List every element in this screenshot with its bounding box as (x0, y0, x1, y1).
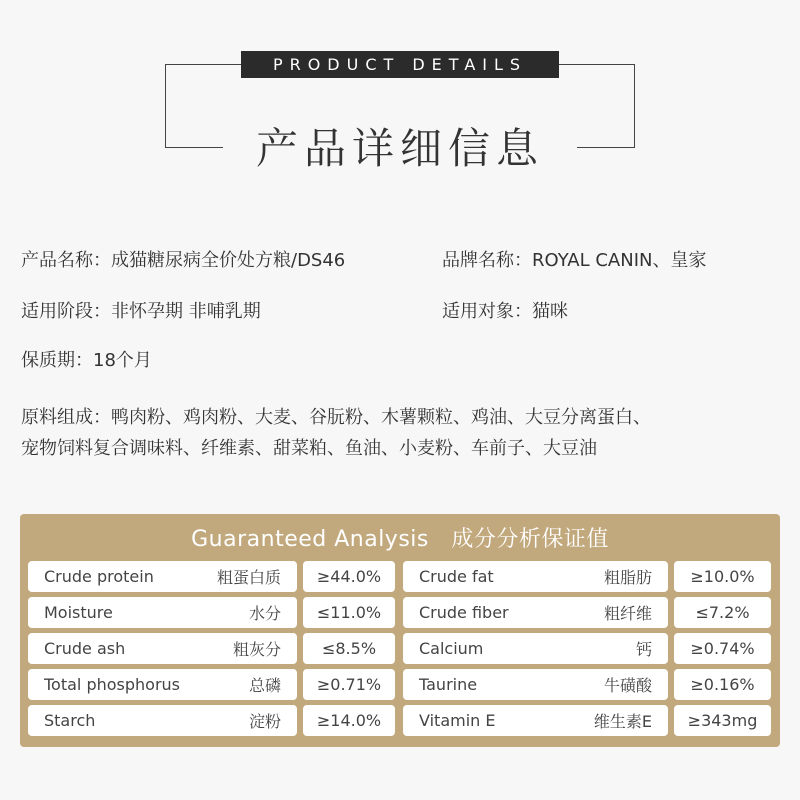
product-name-value: 成猫糖尿病全价处方粮/DS46 (111, 250, 346, 271)
ingredients-row (21, 403, 651, 429)
nutrient-value: ≥14.0% (303, 705, 395, 736)
shelf-life-row (21, 346, 152, 372)
nutrient-chinese-name: 维生素E (593, 712, 652, 731)
nutrient-chinese-name: 粗蛋白质 (216, 568, 281, 587)
stage-value: 非怀孕期 非哺乳期 (111, 301, 261, 322)
nutrient-chinese-name: 钙 (635, 640, 652, 659)
nutrient-english-name: Starch (44, 711, 96, 730)
nutrient-english-name: Crude ash (44, 639, 126, 658)
nutrient-english-name: Crude fat (419, 567, 494, 586)
nutrient-english-name: Vitamin E (419, 711, 496, 730)
brand-label: 品牌名称： (442, 250, 532, 271)
nutrient-value: ≤11.0% (303, 597, 395, 628)
target-row (442, 297, 568, 323)
nutrient-english-name: Crude protein (44, 567, 154, 586)
analysis-right-name-cell (403, 561, 668, 592)
analysis-left-name-cell (28, 669, 297, 700)
ingredients-line-2: 宠物饲料复合调味料、纤维素、甜菜粕、鱼油、小麦粉、车前子、大豆油 (21, 438, 597, 459)
header-frame-top-left (165, 64, 242, 65)
analysis-left-name-cell (28, 633, 297, 664)
brand-value: ROYAL CANIN、皇家 (532, 250, 707, 271)
analysis-left-name-cell (28, 705, 297, 736)
target-label: 适用对象： (442, 301, 532, 322)
target-value: 猫咪 (532, 301, 568, 322)
nutrient-chinese-name: 总磷 (248, 676, 281, 695)
product-name-row (21, 246, 345, 272)
ingredients-line-1: 鸭肉粉、鸡肉粉、大麦、谷朊粉、木薯颗粒、鸡油、大豆分离蛋白、 (111, 407, 651, 428)
analysis-left-name-cell (28, 597, 297, 628)
shelf-life-value: 18个月 (93, 350, 152, 371)
product-name-label: 产品名称： (21, 250, 111, 271)
analysis-right-name-cell (403, 669, 668, 700)
analysis-right-name-cell (403, 705, 668, 736)
nutrient-chinese-name: 粗灰分 (232, 640, 281, 659)
nutrient-value: ≥0.74% (674, 633, 771, 664)
nutrient-chinese-name: 粗脂肪 (603, 568, 652, 587)
analysis-right-name-cell (403, 597, 668, 628)
nutrient-english-name: Moisture (44, 603, 113, 622)
stage-label: 适用阶段： (21, 301, 111, 322)
nutrient-value: ≥0.71% (303, 669, 395, 700)
brand-row (442, 246, 706, 272)
nutrient-english-name: Taurine (419, 675, 478, 694)
header-frame-top-right (558, 64, 635, 65)
page-title: 产品详细信息 (255, 124, 544, 173)
product-details-banner: PRODUCT DETAILS (241, 51, 559, 78)
nutrient-english-name: Total phosphorus (44, 675, 181, 694)
nutrient-value: ≥343mg (674, 705, 771, 736)
stage-row (21, 297, 261, 323)
ingredients-label: 原料组成： (21, 407, 111, 428)
shelf-life-label: 保质期： (21, 350, 93, 371)
analysis-right-name-cell (403, 633, 668, 664)
nutrient-value: ≥0.16% (674, 669, 771, 700)
nutrient-value: ≥44.0% (303, 561, 395, 592)
nutrient-chinese-name: 水分 (248, 604, 281, 623)
nutrient-value: ≥10.0% (674, 561, 771, 592)
ingredients-row-2 (21, 434, 597, 460)
nutrient-chinese-name: 粗纤维 (603, 604, 652, 623)
nutrient-chinese-name: 牛磺酸 (603, 676, 652, 695)
nutrient-value: ≤7.2% (674, 597, 771, 628)
analysis-title: Guaranteed Analysis 成分分析保证值 (191, 527, 609, 552)
nutrient-chinese-name: 淀粉 (248, 712, 281, 731)
nutrient-value: ≤8.5% (303, 633, 395, 664)
nutrient-english-name: Calcium (419, 639, 484, 658)
nutrient-english-name: Crude fiber (419, 603, 509, 622)
analysis-left-name-cell (28, 561, 297, 592)
